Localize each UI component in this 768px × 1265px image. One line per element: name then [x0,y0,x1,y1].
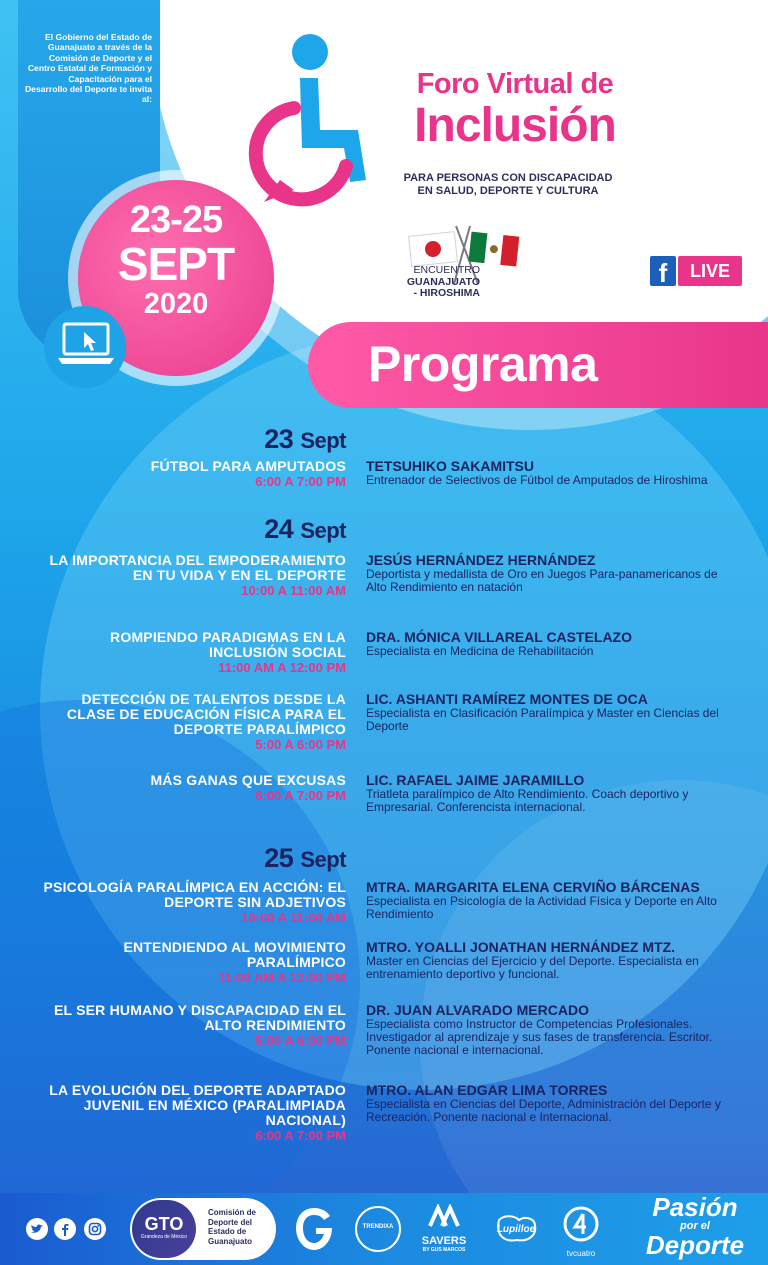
speaker-name: MTRO. ALAN EDGAR LIMA TORRES [366,1082,608,1098]
sponsor-lupillos [486,1214,546,1249]
speaker-name: LIC. ASHANTI RAMÍREZ MONTES DE OCA [366,691,648,707]
speaker-bio: Entrenador de Selectivos de Fútbol de Amputados de Hiroshima [366,473,708,487]
speaker-name: JESÚS HERNÁNDEZ HERNÁNDEZ [366,552,596,568]
sponsor-label: Lupilloe [496,1224,536,1235]
session-speaker [366,553,738,594]
live-badge: LIVE [678,256,742,286]
pasion-line-2: por el [680,1220,710,1232]
commission-name: Comisión de Deporte del Estado de Guanajuato [208,1208,257,1246]
laptop-cursor-icon [56,320,116,368]
session-speaker [366,459,738,487]
gto-logo: GTO [144,1214,184,1234]
sponsor-trendixa [350,1204,406,1259]
speaker-bio: Especialista en Ciencias del Deporte, Administración del Deporte y Recreación. Ponente nacional e Internacional. [366,1097,721,1124]
session-talk [40,553,346,598]
speaker-bio: Especialista como Instructor de Competencias Profesionales. Investigador al aprendizaje y sus fases de transferencia. Escritor. Ponente nacional e internacional. [366,1017,713,1057]
forum-subtitle: PARA PERSONAS CON DISCAPACIDAD EN SALUD, DEPORTE Y CULTURA [403,172,613,197]
session-talk [40,940,346,985]
speaker-name: DRA. MÓNICA VILLAREAL CASTELAZO [366,629,632,645]
session-talk [40,1083,346,1143]
speaker-bio: Especialista en Medicina de Rehabilitación [366,644,594,658]
talk-title: ROMPIENDO PARADIGMAS EN LA INCLUSIÓN SOCIAL [110,629,346,660]
talk-title: LA EVOLUCIÓN DEL DEPORTE ADAPTADO JUVENIL EN MÉXICO (PARALIMPIADA NACIONAL) [49,1082,346,1128]
talk-title: DETECCIÓN DE TALENTOS DESDE LA CLASE DE EDUCACIÓN FÍSICA PARA EL DEPORTE PARALÍMPICO [66,691,346,737]
date-year: 2020 [143,288,209,320]
sponsor-label: tvcuatro [566,1249,596,1258]
event-dates [78,200,274,320]
wheelchair-icon [240,30,370,210]
talk-time: 6:00 A 7:00 PM [255,788,346,803]
session-talk [40,773,346,803]
day-heading [166,514,346,546]
speaker-bio: Triatleta paralímpico de Alto Rendimiento. Coach deportivo y Empresarial. Conferencista internacional. [366,787,689,814]
speaker-name: MTRO. YOALLI JONATHAN HERNÁNDEZ MTZ. [366,939,676,955]
session-speaker [366,692,738,733]
gatorade-logo [292,1206,336,1252]
session-speaker [366,940,738,981]
day-number: 25 [264,843,294,873]
day-month: Sept [300,518,346,543]
pasion-line-1: Pasión [652,1192,738,1222]
sponsor-label: TRENDIXA [362,1224,394,1230]
talk-time: 10:00 A 11:00 AM [241,583,346,598]
date-month: SEPT [117,238,235,290]
pasion-line-3: Deporte [645,1230,745,1260]
date-range: 23-25 [129,199,223,241]
sponsor-tvcuatro [556,1204,606,1258]
session-talk [40,459,346,489]
day-number: 23 [264,424,294,454]
speaker-bio: Especialista en Clasificación Paralímpica y Master en Ciencias del Deporte [366,706,719,733]
talk-title: FÚTBOL PARA AMPUTADOS [150,458,346,474]
session-speaker [366,630,738,658]
session-talk [40,880,346,925]
encuentro-line-2: GUANAJUATO [406,275,480,288]
day-month: Sept [300,847,346,872]
talk-title: PSICOLOGÍA PARALÍMPICA EN ACCIÓN: EL DEPORTE SIN ADJETIVOS [43,879,346,910]
twitter-icon[interactable] [26,1218,48,1240]
day-heading [166,843,346,875]
talk-title: MÁS GANAS QUE EXCUSAS [150,772,346,788]
speaker-name: MTRA. MARGARITA ELENA CERVIÑO BÁRCENAS [366,879,700,895]
gto-tagline: Grandeza de México [140,1234,188,1240]
speaker-bio: Master en Ciencias del Ejercicio y del Deporte. Especialista en entrenamiento deportivo y funcional. [366,954,699,981]
speaker-bio: Especialista en Psicología de la Actividad Física y Deporte en Alto Rendimiento [366,894,717,921]
facebook-icon: f [650,256,676,286]
forum-title [380,68,650,152]
programa-title: Programa [368,336,598,392]
session-talk [40,1003,346,1048]
talk-title: ENTENDIENDO AL MOVIMIENTO PARALÍMPICO [123,939,346,970]
speaker-name: LIC. RAFAEL JAIME JARAMILLO [366,772,585,788]
sponsor-savers [414,1204,474,1253]
speaker-bio: Deportista y medallista de Oro en Juegos Para-panamericanos de Alto Rendimiento en natación [366,567,718,594]
pasion-logo [632,1194,758,1258]
encuentro-line-1: ENCUENTRO [413,264,480,276]
talk-time: 5:00 A 6:00 PM [255,737,346,752]
encuentro-line-3: - HIROSHIMA [413,287,480,299]
talk-time: 10:00 A 11:00 AM [241,910,346,925]
talk-time: 11:00 AM A 12:00 PM [218,970,346,985]
facebook-icon[interactable] [54,1218,76,1240]
day-heading [166,424,346,456]
talk-time: 5:00 A 6:00 PM [255,1033,346,1048]
session-talk [40,692,346,752]
session-speaker [366,880,738,921]
day-number: 24 [264,514,294,544]
talk-time: 6:00 A 7:00 PM [255,474,346,489]
session-speaker [366,1003,738,1057]
channel-name: CODE Guanajuato [630,292,748,307]
talk-time: 11:00 AM A 12:00 PM [218,660,346,675]
encuentro-label [374,265,480,300]
session-talk [40,630,346,675]
speaker-name: DR. JUAN ALVARADO MERCADO [366,1002,589,1018]
intro-text: El Gobierno del Estado de Guanajuato a través de la Comisión de Deporte y el Centro Estatal de Formación y Capacitación para el Desarrollo del Deporte te invita al: [24,32,152,105]
session-speaker [366,773,738,814]
title-line-2: Inclusión [414,99,616,152]
japan-flag-icon [409,232,458,267]
sponsor-label: SAVERS [421,1235,467,1247]
day-month: Sept [300,428,346,453]
title-line-1: Foro Virtual de [416,68,614,100]
talk-title: EL SER HUMANO Y DISCAPACIDAD EN EL ALTO RENDIMIENTO [53,1002,346,1033]
mexico-flag-icon [468,232,519,267]
speaker-name: TETSUHIKO SAKAMITSU [366,458,534,474]
instagram-icon[interactable] [84,1218,106,1240]
talk-title: LA IMPORTANCIA DEL EMPODERAMIENTO EN TU VIDA Y EN EL DEPORTE [49,552,346,583]
sponsor-sublabel: BY GUS MARCOS [422,1247,466,1253]
talk-time: 6:00 A 7:00 PM [255,1128,346,1143]
session-speaker [366,1083,738,1124]
